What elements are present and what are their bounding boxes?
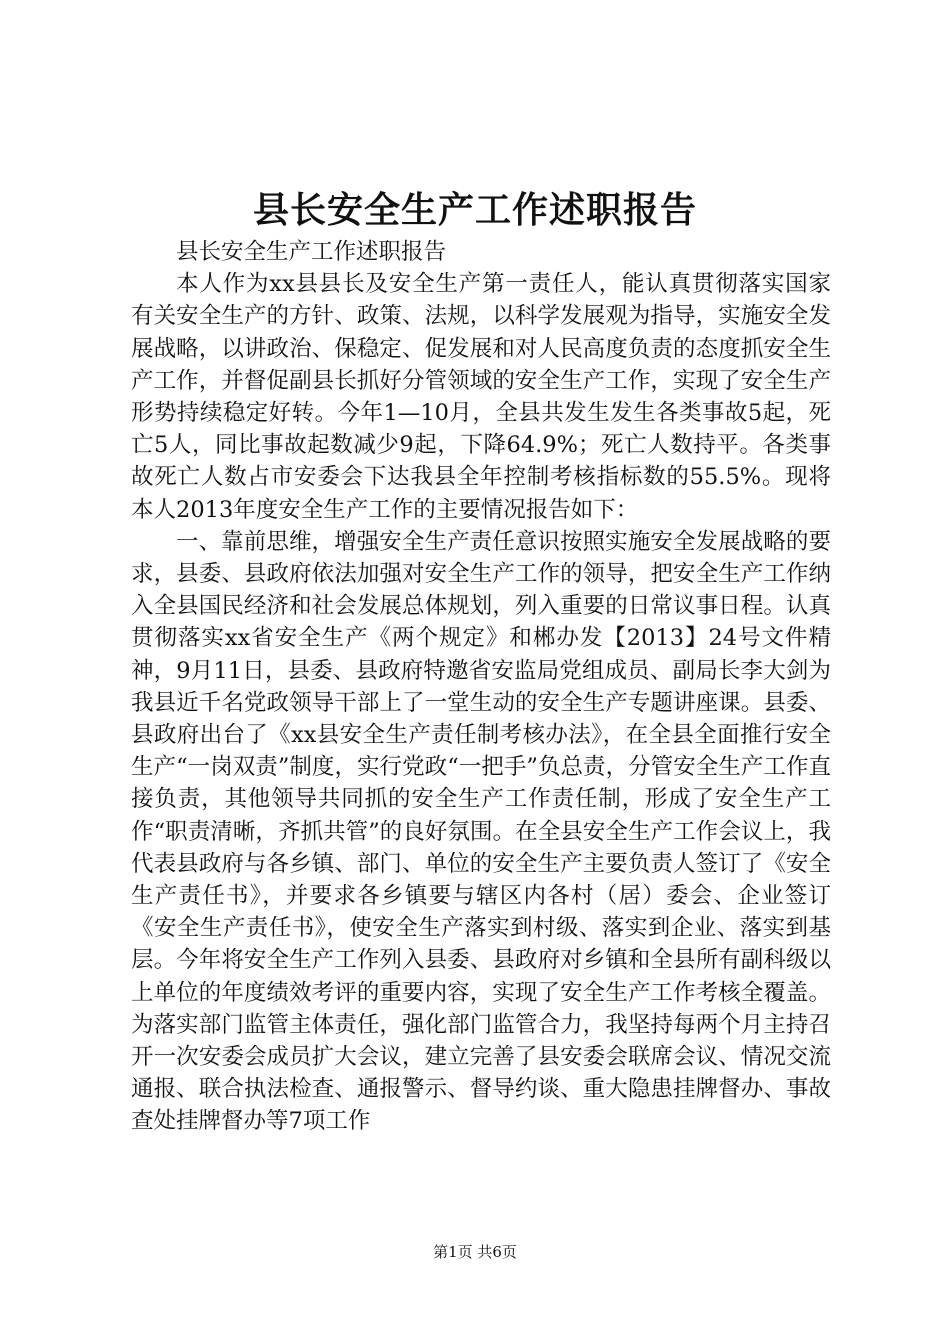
document-title: 县长安全生产工作述职报告 bbox=[252, 189, 697, 231]
page-number-footer: 第1页 共6页 bbox=[433, 1243, 517, 1261]
paragraph-intro: 本人作为xx县县长及安全生产第一责任人，能认真贯彻落实国家有关安全生产的方针、政策、法规，以科学发展观为指导，实施安全发展战略，以讲政治、保稳定、促发展和对人民高度负责的态度抓安全生产工作，并督促副县长抓好分管领域的安全生产工作，实现了安全生产形势持续稳定好转。今年1—10月，全县共发生发生各类事故5起，死亡5人，同比事故起数减少9起，下降64.9%；死亡人数持平。各类事故死亡人数占市安委会下达我县全年控制考核指标数的55.5%。现将本人2013年度安全生产工作的主要情况报告如下： bbox=[131, 271, 831, 523]
paragraph-subtitle: 县长安全生产工作述职报告 bbox=[176, 239, 447, 265]
document-body bbox=[131, 236, 831, 1138]
paragraph-section-one: 一、靠前思维，增强安全生产责任意识按照实施安全发展战略的要求，县委、县政府依法加强对安全生产工作的领导，把安全生产工作纳入全县国民经济和社会发展总体规划，列入重要的日常议事日程。认真贯彻落实xx省安全生产《两个规定》和郴办发【2013】24号文件精神，9月11日，县委、县政府特邀省安监局党组成员、副局长李大剑为我县近千名党政领导干部上了一堂生动的安全生产专题讲座课。县委、县政府出台了《xx县安全生产责任制考核办法》，在全县全面推行安全生产“一岗双责”制度，实行党政“一把手”负总责，分管安全生产工作直接负责，其他领导共同抓的安全生产工作责任制，形成了安全生产工作“职责清晰，齐抓共管”的良好氛围。在全县安全生产工作会议上，我代表县政府与各乡镇、部门、单位的安全生产主要负责人签订了《安全生产责任书》，并要求各乡镇要与辖区内各村（居）委会、企业签订《安全生产责任书》，使安全生产落实到村级、落实到企业、落实到基层。今年将安全生产工作列入县委、县政府对乡镇和全县所有副科级以上单位的年度绩效考评的重要内容，实现了安全生产工作考核全覆盖。为落实部门监管主体责任，强化部门监管合力，我坚持每两个月主持召开一次安委会成员扩大会议，建立完善了县安委会联席会议、情况交流通报、联合执法检查、通报警示、督导约谈、重大隐患挂牌督办、事故查处挂牌督办等7项工作 bbox=[131, 528, 831, 1135]
